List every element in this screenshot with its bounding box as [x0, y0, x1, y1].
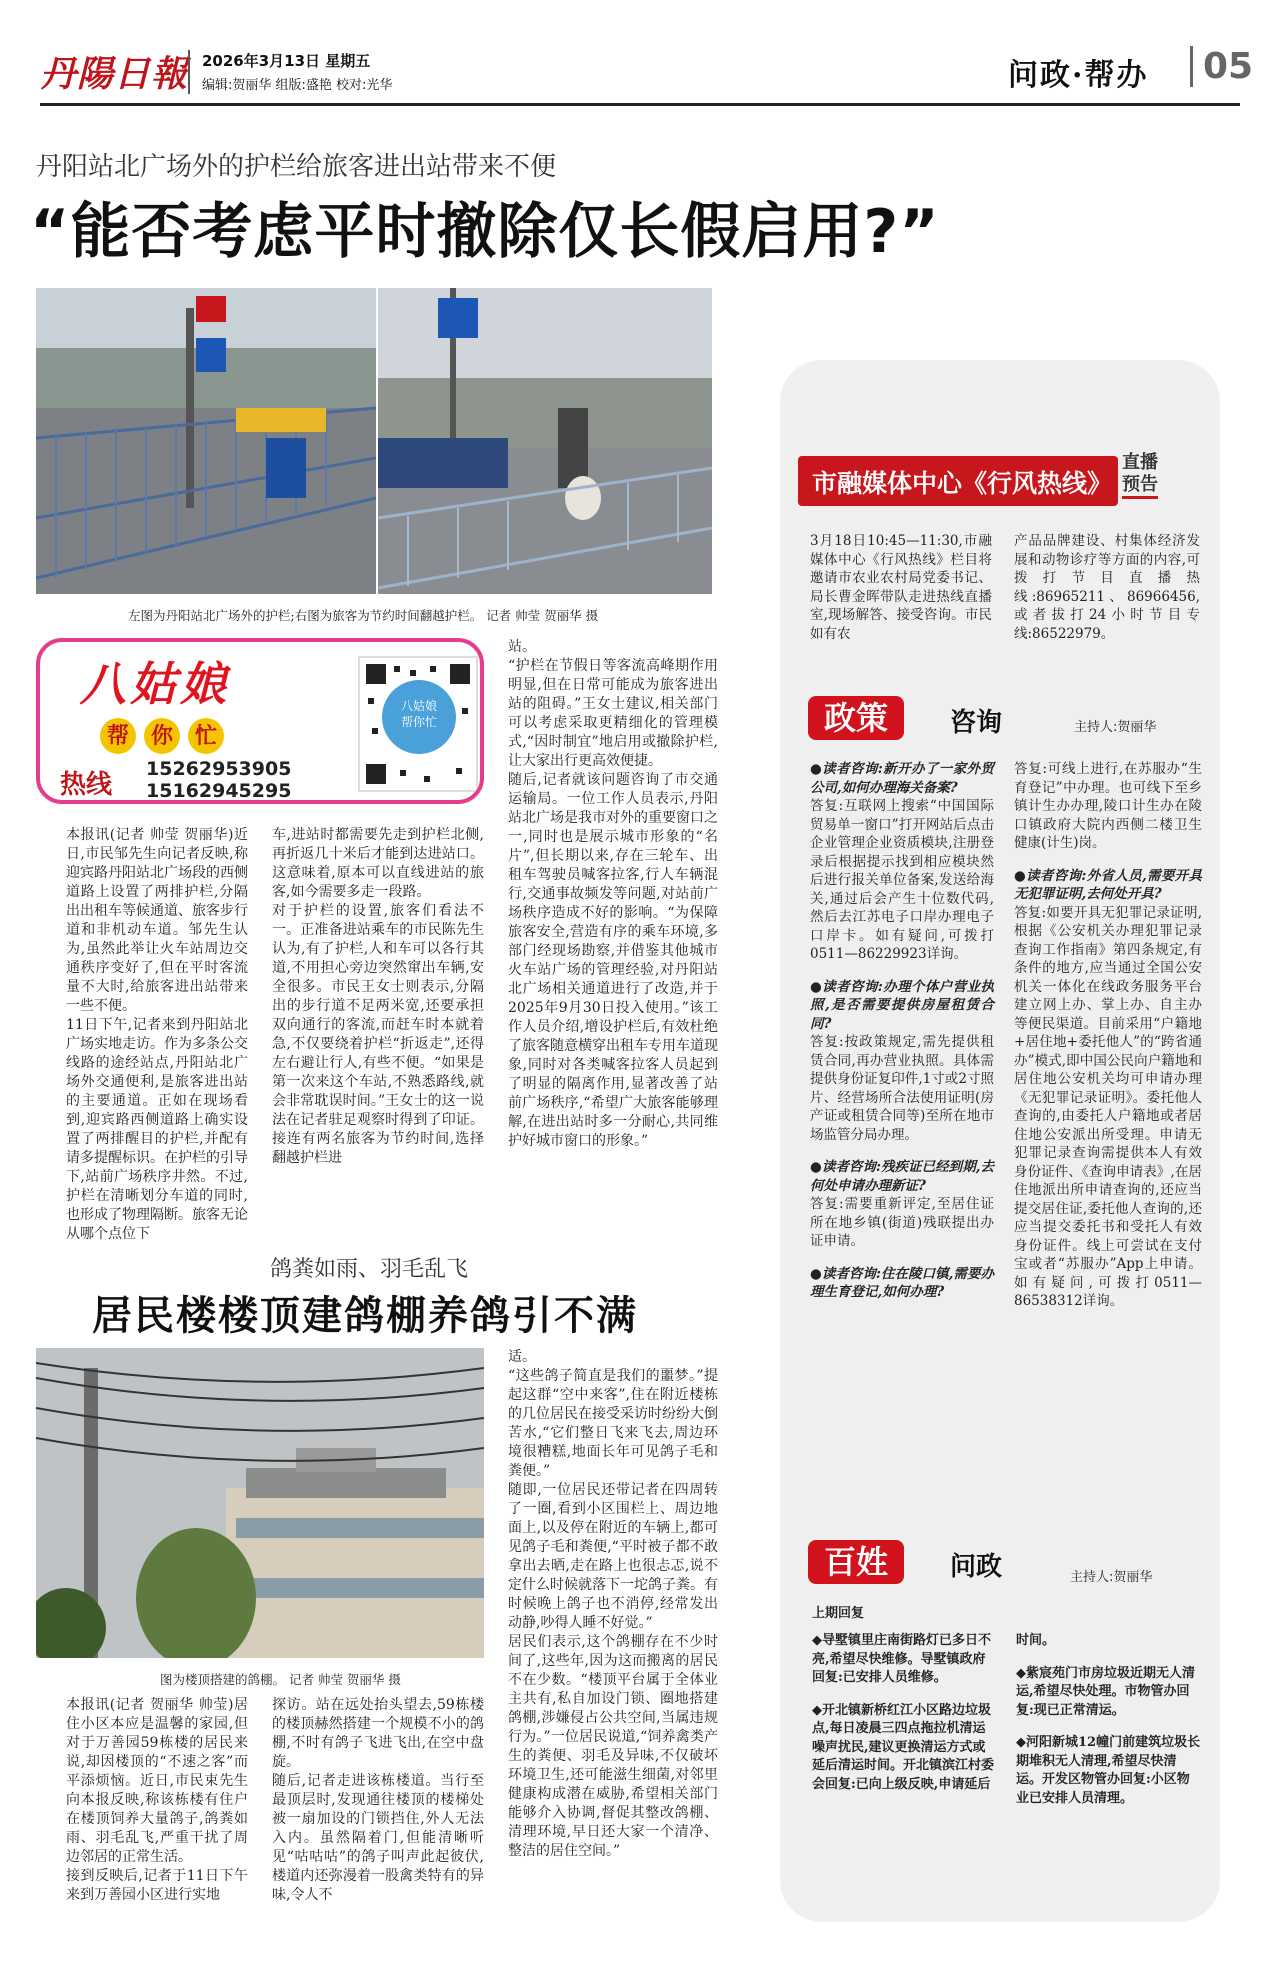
baixing-reply: ◆开北镇新桥红江小区路边垃圾点,每日凌晨三四点拖拉机清运噪声扰民,建议更换清运方式或延后清运时间。开北镇滨江村委会回复:已向上级反映,申请延后	[812, 1702, 995, 1792]
masthead-divider	[188, 50, 190, 94]
baixing-reply: ◆紫宸苑门市房垃圾近期无人清运,希望尽快处理。市物管办回复:现已正常清运。	[1016, 1665, 1195, 1718]
policy-tag-black: 咨询	[950, 708, 1003, 738]
policy-question: ●读者咨询:住在陵口镇,需要办理生育登记,如何办理?	[810, 1265, 994, 1300]
article2-kicker: 鸽粪如雨、羽毛乱飞	[270, 1257, 469, 1282]
policy-question: ●读者咨询:新开办了一家外贸公司,如何办理海关备案?	[810, 761, 994, 796]
photo-climbing	[378, 288, 712, 594]
live-col2: 产品品牌建设、村集体经济发展和动物诊疗等方面的内容,可拨打节目直播热线:86965211、86966456,或者拔打24小时节目专线:86522979。	[1014, 533, 1200, 642]
policy-answer: 答复:按政策规定,需先提供租赁合同,再办营业执照。具体需提供身份证复印件,1寸或2寸照片、经营场所合法使用证明(房产证或租赁合同等)至所在地市场监管分局办理。	[810, 1034, 994, 1143]
baixing-label: 上期回复	[812, 1606, 865, 1621]
ad-help-badges	[100, 718, 232, 754]
policy-answer: 答复:需要重新评定,至居住证所在地乡镇(街道)残联提出办证申请。	[810, 1196, 994, 1249]
article1-kicker: 丹阳站北广场外的护栏给旅客进出站带来不便	[36, 152, 557, 182]
article1-photo-caption: 左图为丹阳站北广场外的护栏;右图为旅客为节约时间翻越护栏。 记者 帅莹 贺丽华 摄	[128, 608, 599, 623]
baixing-tag-black: 问政	[950, 1552, 1003, 1582]
article1-col2: 车,进站时都需要先走到护栏北侧,再折返几十米后才能到达进站口。这意味着,原本可以直线进站的旅客,如今需要多走一段路。 对于护栏的设置,旅客们看法不一。正准备进站乘车的市民陈先生认为,有了护栏,人和车可以各行其道,不用担心旁边突然窜出车辆,安全很多。市民王女士则表示,分隔出的步行道不足两米宽,还要承担双向通行的客流,而赶车时本就着急,不仅要绕着护栏“折返走”,还得左右避让行人,有些不便。“如果是第一次来这个车站,不熟悉路线,就会非常耽误时间。”王女士的这一说法在记者驻足观察时得到了印证。接连有两名旅客为节约时间,选择翻越护栏进	[272, 827, 484, 1166]
policy-answer: 答复:互联网上搜索“中国国际贸易单一窗口”打开网站后点击企业管理企业资质模块,注册登录后根据提示找到相应模块然后进行报关单位备案,发送给海关,通过后会产生十位数代码,然后去江苏电子口岸办理电子口岸卡。如有疑问,可拨打0511—86229923详询。	[810, 798, 994, 962]
masthead	[40, 40, 1254, 106]
live-banner-title: 市融媒体中心《行风热线》	[798, 456, 1118, 506]
policy-question: ●读者咨询:外省人员,需要开具无犯罪证明,去何处开具?	[1014, 867, 1202, 902]
editor-credits: 编辑:贺丽华 组版:盛艳 校对:光华	[202, 78, 393, 93]
baixing-column-right	[1016, 1632, 1202, 1808]
policy-column-right	[1014, 760, 1202, 1311]
ad-hotline-label: 热线	[60, 770, 113, 800]
policy-question: ●读者咨询:办理个体户营业执照,是否需要提供房屋租赁合同?	[810, 978, 994, 1032]
page-number: 05	[1190, 46, 1253, 87]
article2-photo-caption: 图为楼顶搭建的鸽棚。 记者 帅莹 贺丽华 摄	[160, 1672, 401, 1687]
article1-col3: 站。 “护栏在节假日等客流高峰期作用明显,但在日常可能成为旅客进出站的阻碍。”王女士建议,相关部门可以考虑采取更精细化的管理模式,“因时制宜”地启用或撤除护栏,让大家出行更高效便捷。 随后,记者就该问题咨询了市交通运输局。一位工作人员表示,丹阳站北广场是我市对外的重要窗口之一,同时也是展示城市形象的“名片”,但长期以来,存在三轮车、出租车驾驶员喊客拉客,行人车辆混行,交通事故频发等问题,对站前广场秩序造成不好的影响。“为保障旅客安全,营造有序的乘车环境,多部门经现场勘察,并借鉴其他城市火车站广场的管理经验,对丹阳站北广场相关通道进行了改造,并于2025年9月30日投入使用。”该工作人员介绍,增设护栏后,有效杜绝了旅客随意横穿出租车专用车道现象,同时对各类喊客拉客人员起到了明显的隔离作用,显著改善了站前广场秩序,“希望广大旅客能够理解,在进出站时多一分耐心,共同维护好城市窗口的形象。”	[508, 639, 718, 1149]
policy-tag-red: 政策	[808, 696, 904, 740]
baixing-reply: 时间。	[1016, 1633, 1056, 1648]
live-tag: 直播 预告	[1122, 452, 1158, 499]
section-title: 问政·帮办	[1008, 58, 1149, 93]
issue-date: 2026年3月13日 星期五	[202, 52, 371, 70]
policy-question: ●读者咨询:残疾证已经到期,去何处申请办理新证?	[810, 1159, 994, 1194]
baixing-reply: ◆导墅镇里庄南街路灯已多日不亮,希望尽快维修。导墅镇政府回复:已安排人员维修。	[812, 1633, 991, 1685]
ad-help-char: 你	[144, 718, 180, 754]
policy-host: 主持人:贺丽华	[1074, 720, 1157, 735]
bagu-niang-ad	[36, 638, 484, 804]
article2-headline: 居民楼楼顶建鸽棚养鸽引不满	[92, 1293, 638, 1339]
photo-pigeon-coop	[36, 1348, 484, 1658]
photo-guardrail	[36, 288, 376, 594]
baixing-host: 主持人:贺丽华	[1070, 1570, 1153, 1585]
qr-code-icon[interactable]	[358, 656, 478, 792]
ad-help-char: 帮	[100, 718, 136, 754]
ad-phone-1: 15262953905	[146, 758, 292, 780]
baixing-reply: ◆河阳新城12幢门前建筑垃圾长期堆积无人清理,希望尽快清运。开发区物管办回复:小区物业已安排人员清理。	[1016, 1735, 1201, 1806]
article2-col1: 本报讯(记者 贺丽华 帅莹)居住小区本应是温馨的家园,但对于万善园59栋楼的居民来说,却因楼顶的“不速之客”而平添烦恼。近日,市民束先生向本报反映,称该栋楼有住户在楼顶饲养大量鸽子,鸽粪如雨、羽毛乱飞,严重干扰了周边邻居的正常生活。 接到反映后,记者于11日下午来到万善园小区进行实地	[66, 1697, 248, 1903]
article2-col2: 探访。站在远处抬头望去,59栋楼的楼顶赫然搭建一个规模不小的鸽棚,不时有鸽子飞进飞出,在空中盘旋。 随后,记者走进该栋楼道。当行至最顶层时,发现通往楼顶的楼梯处被一扇加设的门锁挡住,外人无法入内。虽然隔着门,但能清晰听见“咕咕咕”的鸽子叫声此起彼伏,楼道内还弥漫着一股禽类特有的异味,令人不	[272, 1697, 484, 1903]
qr-center-badge: 八姑娘 帮你忙	[382, 680, 456, 754]
baixing-column-left	[812, 1632, 994, 1794]
live-col1: 3月18日10:45—11:30,市融媒体中心《行风热线》栏目将邀请市农业农村局党委书记、局长曹金晖带队走进热线直播室,现场解答、接受咨询。市民如有农	[810, 533, 992, 642]
policy-column-left	[810, 760, 994, 1302]
ad-help-char: 忙	[188, 718, 224, 754]
live-preview-banner	[798, 452, 1178, 510]
ad-title: 八姑娘	[80, 657, 230, 711]
article1-col1: 本报讯(记者 帅莹 贺丽华)近日,市民邹先生向记者反映,称迎宾路丹阳站北广场段的西侧道路上设置了两排护栏,分隔出出租车等候通道、旅客步行道和非机动车道。邹先生认为,虽然此举让火车站周边交通秩序变好了,但在平时客流量不大时,给旅客进出站带来一些不便。 11日下午,记者来到丹阳站北广场实地走访。作为多条公交线路的途经站点,丹阳站北广场外交通便利,是旅客进出站的主要通道。正如在现场看到,迎宾路西侧道路上确实设置了两排醒目的护栏,并配有请多提醒标识。在护栏的引导下,站前广场秩序井然。不过,护栏在清晰划分车道的同时,也形成了物理隔断。旅客无论从哪个点位下	[66, 827, 248, 1242]
baixing-tag-red: 百姓	[808, 1540, 904, 1584]
policy-answer: 答复:如要开具无犯罪记录证明,根据《公安机关办理犯罪记录查询工作指南》第四条规定,有条件的地方,应当通过全国公安机关一体化在线政务服务平台建立网上办、掌上办、自主办等便民渠道。目前采用“户籍地+居住地+委托他人”的“跨省通办”模式,即中国公民向户籍地和居住地公安机关均可申请办理《无犯罪记录证明》。委托他人查询的,由委托人户籍地或者居住地公安派出所受理。申请无犯罪记录查询需提供本人有效身份证件、《查询申请表》,在居住地派出所申请查询的,还应当提交居住证,委托他人查询的,还应当提交委托书和受托人有效身份证件。线上可尝试在支付宝或者“苏服办”App上申请。如有疑问,可拨打0511—86538312详询。	[1014, 904, 1202, 1309]
ad-phone-2: 15162945295	[146, 780, 292, 802]
article1-headline: “能否考虑平时撤除仅长假启用?”	[30, 197, 940, 267]
policy-answer: 答复:可线上进行,在苏服办“生育登记”中办理。也可线下至乡镇计生办办理,陵口计生办在陵口镇政府大院内西侧二楼卫生健康(计生)岗。	[1014, 761, 1202, 851]
article2-col3: 适。 “这些鸽子简直是我们的噩梦。”提起这群“空中来客”,住在附近楼栋的几位居民在接受采访时纷纷大倒苦水,“它们整日飞来飞去,周边环境很糟糕,地面长年可见鸽子毛和粪便。” 随即,一位居民还带记者在四周转了一圈,看到小区围栏上、周边地面上,以及停在附近的车辆上,都可见鸽子毛和粪便,“平时被子都不敢拿出去晒,走在路上也很忐忑,说不定什么时候就落下一坨鸽子粪。有时候晚上鸽子也不消停,经常发出动静,吵得人睡不好觉。” 居民们表示,这个鸽棚存在不少时间了,这些年,因为这而搬离的居民不在少数。“楼顶平台属于全体业主共有,私自加设门锁、圈地搭建鸽棚,涉嫌侵占公共空间,当属违规行为。”一位居民说道,“饲养禽类产生的粪便、羽毛及异味,不仅破坏环境卫生,还可能滋生细菌,对邻里健康构成潜在威胁,希望相关部门能够介入协调,督促其整改鸽棚、清理环境,早日还大家一个清净、整洁的居住空间。”	[508, 1349, 718, 1859]
newspaper-logo: 丹陽日報	[40, 53, 189, 95]
